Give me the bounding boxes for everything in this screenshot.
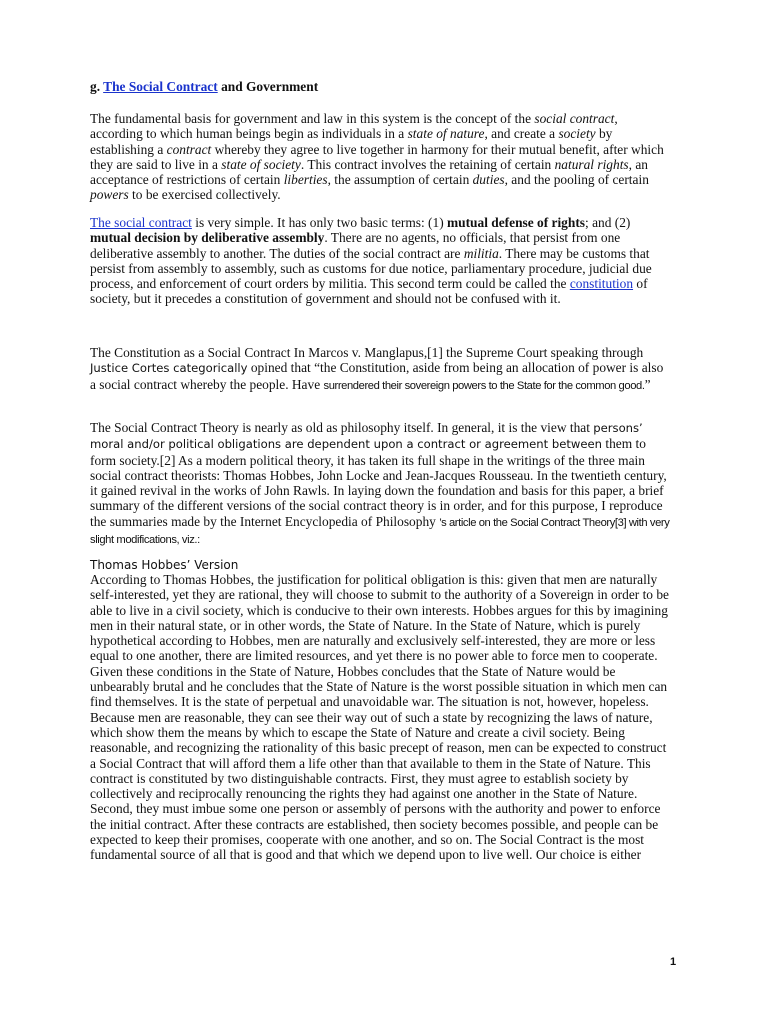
text: of society, but it precedes a constitution of government and should not be confused with it. <box>90 276 648 307</box>
text: . There are no agents, no officials, that persist from one deliberative assembly to another. The duties of the social contract are <box>90 230 621 261</box>
text: them to form society.[2] As a modern political theory, it has taken its full shape in the writings of the three main social contract theorists: Thomas Hobbes, John Locke and Jean-Jacques Rousseau. In the twentieth century, it gained revival in the works of John Rawls. In laying down the foundation and basis for this paper, a brief summary of the different versions of the social contract theory is in order, and for this purpose, I reproduce the summaries made by the Internet Encyclopedia of Philosophy <box>90 436 667 529</box>
paragraph-social-contract-terms <box>90 215 670 307</box>
social-contract-link[interactable]: The social contract <box>90 215 192 230</box>
section-heading <box>90 79 670 94</box>
constitution-link[interactable]: constitution <box>569 276 634 292</box>
paragraph-constitution-social-contract <box>90 345 670 394</box>
emphasis: liberties <box>283 172 328 188</box>
hobbes-version-heading: Thomas Hobbes’ Version <box>90 558 239 572</box>
page-number: 1 <box>670 956 677 968</box>
text: , the assumption of certain <box>327 172 473 188</box>
text: The Constitution as a Social Contract In Marcos v. Manglapus,[1] the Supreme Court speaking through <box>90 345 644 360</box>
text: opined that “the Constitution, aside from being an allocation of power is also a social contract whereby the people. Have <box>90 360 664 392</box>
emphasis: social contract <box>534 111 615 126</box>
emphasis: powers <box>90 187 129 203</box>
text: The Social Contract Theory is nearly as old as philosophy itself. In general, it is the view that <box>90 420 594 435</box>
text: persons’ moral and/or political obligations are dependent upon a contract or agreement between <box>90 421 643 452</box>
text: Justice Cortes categorically <box>90 361 248 376</box>
emphasis: natural rights <box>554 156 629 172</box>
paragraph-social-contract-theory <box>90 420 670 548</box>
bold-term: mutual decision by deliberative assembly <box>90 230 325 246</box>
text: , and create a <box>484 126 559 142</box>
paragraph-hobbes-version: According to Thomas Hobbes, the justification for political obligation is this: given that men are naturally self-interested, yet they are rational, they will choose to submit to the authority of a Sovereign in order to be able to live in a civil society, which is conducive to their own interests. Hobbes argues for this by imagining men in their natural state, or in other words, the State of Nature. In the State of Nature, which is purely hypothetical according to Hobbes, men are naturally and exclusively self-interested, they are more or less equal to one another, there are limited resources, and yet there is no power able to force men to cooperate. Given these conditions in the State of Nature, Hobbes concludes that the State of Nature would be unbearably brutal and he concludes that the State of Nature is the worst possible situation in which men can find themselves. It is the state of perpetual and unavoidable war. The situation is not, however, hopeless. Because men are reasonable, they can see their way out of such a state by recognizing the laws of nature, which show them the means by which to escape the State of Nature and create a civil society. Being reasonable, and recognizing the rationality of this basic precept of reason, men can be expected to construct a Social Contract that will afford them a life other than that available to them in the State of Nature. This contract is constituted by two distinguishable contracts. First, they must agree to establish society by collectively and reciprocally renouncing the rights they had against one another in the State of Nature. Second, they must imbue some one person or assembly of persons with the authority and power to enforce the initial contract. After these contracts are established, then society becomes possible, and people can be expected to keep their promises, cooperate with one another, and so on. The Social Contract is the most fundamental source of all that is good and that which we depend upon to live well. Our choice is either <box>90 572 669 863</box>
text: , an acceptance of restrictions of certain <box>90 156 648 188</box>
emphasis: duties <box>472 172 505 188</box>
text: , and the pooling of certain <box>504 172 649 188</box>
text: is very simple. It has only two basic terms: (1) <box>191 215 447 230</box>
emphasis: state of society <box>221 156 301 172</box>
emphasis: contract <box>166 141 212 157</box>
text: whereby they agree to live together in harmony for their mutual benefit, after which they are said to live in a <box>90 141 664 172</box>
text: ’s article on the Social Contract Theory[3] with very slight modifications, viz.: <box>90 516 670 547</box>
social-contract-heading-link[interactable]: The Social Contract <box>103 79 218 94</box>
emphasis: state of nature <box>407 126 485 142</box>
text: surrendered their sovereign powers to the State for the common good. <box>323 379 645 392</box>
text: by establishing a <box>90 126 613 157</box>
bold-term: mutual defense of rights <box>447 215 585 230</box>
text: , according to which human beings begin as individuals in a <box>90 111 618 142</box>
text: . There may be customs that persist from assembly to assembly, such as customs for due notice, parliamentary procedure, judicial due process, and enforcement of court orders by militia. This second term could be called the <box>90 245 652 292</box>
text: . This contract involves the retaining of certain <box>300 156 555 172</box>
emphasis: society <box>558 126 596 142</box>
text: to be exercised collectively. <box>128 187 281 203</box>
heading-prefix: g. <box>90 79 104 94</box>
text: The fundamental basis for government and law in this system is the concept of the <box>90 111 535 126</box>
heading-suffix: and Government <box>217 79 319 94</box>
emphasis: militia <box>463 245 499 261</box>
text: ; and (2) <box>585 215 631 230</box>
text: ” <box>644 376 651 392</box>
paragraph-fundamental-basis <box>90 111 670 203</box>
